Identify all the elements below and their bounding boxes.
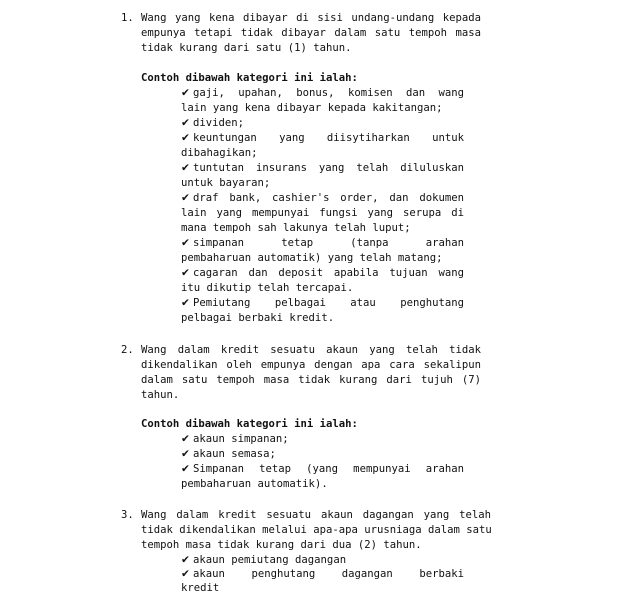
check-icon: ✔ (181, 267, 190, 279)
item-text-line: tahun. (141, 389, 180, 401)
check-icon: ✔ (181, 117, 190, 129)
check-icon: ✔ (181, 554, 190, 566)
category-heading: Contoh dibawah kategori ini ialah: (141, 72, 358, 84)
check-icon: ✔ (181, 297, 190, 309)
check-icon: ✔ (181, 433, 190, 445)
bullet-line: pembaharuan automatik). (181, 478, 328, 490)
item-text-line: tidak dikendalikan melalui apa-apa urusniaga dalam satu (141, 524, 492, 536)
bullet-line: ✔ keuntungan yang diisytiharkan untuk (181, 132, 464, 144)
item-text-line: empunya tetapi tidak dibayar dalam satu tempoh masa (141, 27, 481, 39)
bullet-line: ✔ tuntutan insurans yang telah diluluskan (181, 162, 464, 174)
bullet-line: lain yang kena dibayar kepada kakitangan; (181, 102, 443, 114)
bullet-line: ✔ gaji, upahan, bonus, komisen dan wang (181, 87, 464, 99)
bullet-line: ✔ cagaran dan deposit apabila tujuan wang (181, 267, 464, 279)
item-text-line: dikendalikan oleh empunya dengan apa cara sekalipun (141, 359, 481, 371)
item-text-line: Wang dalam kredit sesuatu akaun dagangan yang telah (141, 509, 491, 521)
bullet-line: dibahagikan; (181, 147, 258, 159)
bullet-line: ✔ akaun penghutang dagangan berbaki (181, 568, 464, 580)
bullet-line: ✔ simpanan tetap (tanpa arahan (181, 237, 464, 249)
check-icon: ✔ (181, 448, 190, 460)
bullet-line: untuk bayaran; (181, 177, 271, 189)
bullet-line: lain yang mempunyai fungsi yang serupa di (181, 207, 464, 219)
bullet-line: pembaharuan automatik) yang telah matang; (181, 252, 443, 264)
item-text-line: dalam satu tempoh masa tidak kurang dari tujuh (7) (141, 374, 481, 386)
bullet-line: ✔ Pemiutang pelbagai atau penghutang (181, 297, 464, 309)
check-icon: ✔ (181, 162, 190, 174)
item-number: 1. (121, 12, 134, 24)
item-text-line: Wang dalam kredit sesuatu akaun yang telah tidak (141, 344, 481, 356)
bullet-line: mana tempoh sah lakunya telah luput; (181, 222, 411, 234)
bullet-line: ✔ draf bank, cashier's order, dan dokumen (181, 192, 464, 204)
item-number: 3. (121, 509, 134, 521)
check-icon: ✔ (181, 132, 190, 144)
check-icon: ✔ (181, 192, 190, 204)
bullet-line: ✔ akaun pemiutang dagangan (181, 554, 347, 566)
bullet-line: ✔ dividen; (181, 117, 245, 129)
bullet-line: itu dikutip telah tercapai. (181, 282, 354, 294)
item-number: 2. (121, 344, 134, 356)
bullet-line: ✔ Simpanan tetap (yang mempunyai arahan (181, 463, 464, 475)
check-icon: ✔ (181, 463, 190, 475)
category-heading: Contoh dibawah kategori ini ialah: (141, 418, 358, 430)
item-text-line: tidak kurang dari satu (1) tahun. (141, 42, 352, 54)
item-text-line: Wang yang kena dibayar di sisi undang-undang kepada (141, 12, 481, 24)
check-icon: ✔ (181, 237, 190, 249)
item-text-line: tempoh masa tidak kurang dari dua (2) tahun. (141, 539, 422, 551)
bullet-line: kredit (181, 582, 220, 594)
bullet-line: ✔ akaun simpanan; (181, 433, 289, 445)
bullet-line: pelbagai berbaki kredit. (181, 312, 335, 324)
check-icon: ✔ (181, 568, 190, 580)
check-icon: ✔ (181, 87, 190, 99)
bullet-line: ✔ akaun semasa; (181, 448, 276, 460)
